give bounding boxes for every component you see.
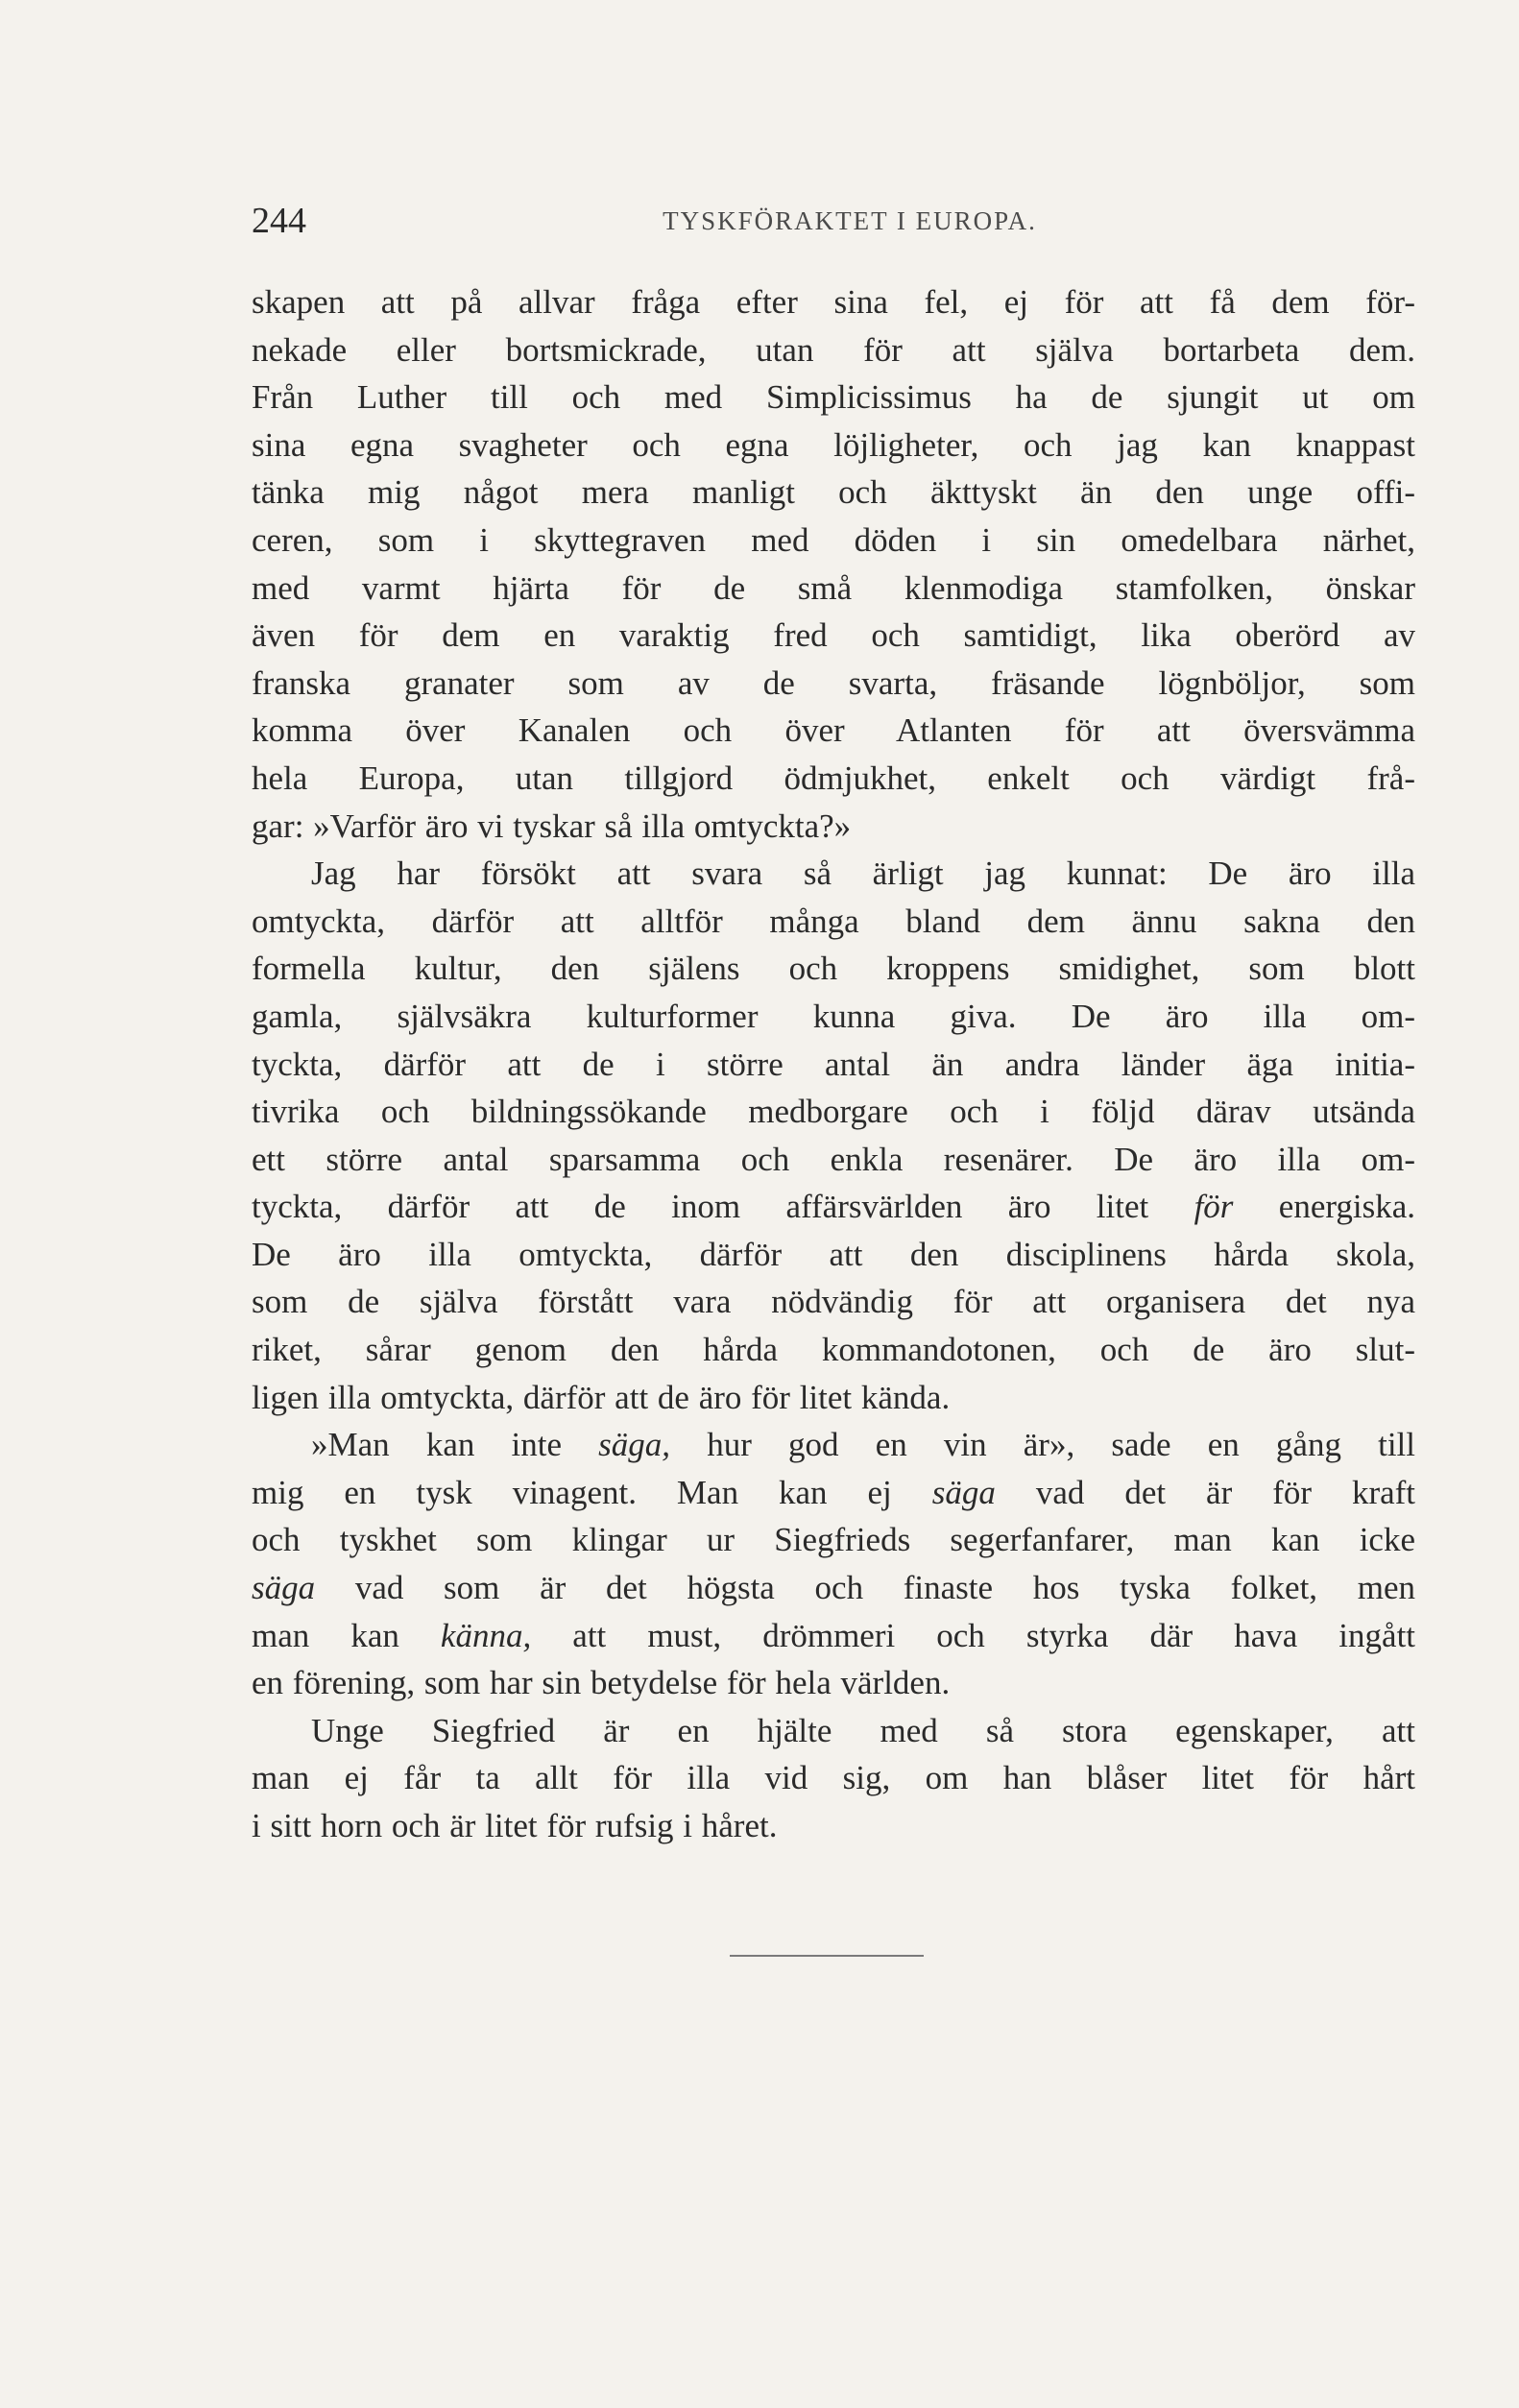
text-line: även för dem en varaktig fred och samtidigt, lika oberörd av (252, 616, 1415, 655)
italic-word: känna, (440, 1616, 532, 1654)
text-line: gar: »Varför äro vi tyskar så illa omtyckta?» (252, 807, 852, 845)
text-line: gamla, självsäkra kulturformer kunna giva. De äro illa om- (252, 997, 1415, 1035)
italic-word: säga, (598, 1426, 671, 1464)
text-line: Jag har försökt att svara så ärligt jag kunnat: De äro illa (311, 855, 1415, 893)
text-line (252, 1612, 1415, 1660)
italic-word: säga (931, 1473, 996, 1511)
paragraph-3 (252, 1421, 1415, 1707)
text-line: De äro illa omtyckta, därför att den disciplinens hårda skola, (252, 1235, 1415, 1273)
text-fragment: tyckta, därför att de inom affärsvärlden äro litet (252, 1188, 1149, 1226)
text-line: sina egna svagheter och egna löjligheter, och jag kan knappast (252, 425, 1415, 464)
text-fragment: vad det är för kraft (1035, 1473, 1416, 1511)
text-fragment: »Man kan inte (311, 1426, 562, 1464)
text-line: ett större antal sparsamma och enkla resenärer. De äro illa om- (252, 1140, 1415, 1178)
text-fragment: att must, drömmeri och styrka där hava ingått (572, 1616, 1416, 1654)
body-text (252, 278, 1415, 1850)
text-line: franska granater som av de svarta, fräsande lögnböljor, som (252, 663, 1415, 702)
text-fragment: hur god en vin är», sade en gång till (707, 1426, 1416, 1464)
text-fragment: vad som är det högsta och finaste hos tyska folket, men (354, 1569, 1415, 1607)
italic-word: säga (252, 1569, 316, 1607)
text-line: i sitt horn och är litet för rufsig i håret. (252, 1807, 778, 1844)
page-number: 244 (252, 201, 306, 241)
text-line: som de själva förstått vara nödvändig för att organisera det nya (252, 1283, 1415, 1321)
text-line: nekade eller bortsmickrade, utan för att själva bortarbeta dem. (252, 330, 1415, 369)
text-line: Från Luther till och med Simplicissimus ha de sjungit ut om (252, 378, 1415, 417)
text-fragment: energiska. (1278, 1188, 1416, 1226)
text-line: ligen illa omtyckta, därför att de äro för litet kända. (252, 1378, 951, 1416)
running-head (252, 197, 1448, 245)
text-line (252, 1564, 1415, 1612)
text-line: och tyskhet som klingar ur Siegfrieds segerfanfarer, man kan icke (252, 1521, 1415, 1559)
paragraph-1 (252, 278, 1415, 850)
text-line: skapen att på allvar fråga efter sina fel, ej för att få dem för- (252, 283, 1415, 321)
text-line: tänka mig något mera manligt och äkttyskt än den unge offi- (252, 473, 1415, 512)
text-fragment: mig en tysk vinagent. Man kan ej (252, 1473, 892, 1511)
text-line: omtyckta, därför att alltför många bland dem ännu sakna den (252, 902, 1415, 940)
paragraph-2 (252, 850, 1415, 1421)
text-line: tivrika och bildningssökande medborgare och i följd därav utsända (252, 1093, 1415, 1131)
text-fragment: man kan (252, 1616, 399, 1654)
running-title: TYSKFÖRAKTET I EUROPA. (663, 206, 1037, 235)
section-end-rule (730, 1955, 924, 1957)
text-line (252, 1183, 1415, 1231)
italic-word: för (1194, 1188, 1234, 1226)
text-line (252, 1421, 1415, 1469)
text-line: formella kultur, den själens och kroppens smidighet, som blott (252, 950, 1415, 988)
text-line: tyckta, därför att de i större antal än andra länder äga initia- (252, 1045, 1415, 1083)
text-line: Unge Siegfried är en hjälte med så stora egenskaper, att (311, 1711, 1415, 1749)
text-line (252, 1469, 1415, 1517)
text-line: med varmt hjärta för de små klenmodiga stamfolken, önskar (252, 568, 1415, 607)
text-line: en förening, som har sin betydelse för hela världen. (252, 1664, 951, 1702)
text-line: ceren, som i skyttegraven med döden i sin omedelbara närhet, (252, 520, 1415, 559)
text-line: hela Europa, utan tillgjord ödmjukhet, enkelt och värdigt frå- (252, 759, 1415, 797)
paragraph-4 (252, 1707, 1415, 1850)
text-line: man ej får ta allt för illa vid sig, om han blåser litet för hårt (252, 1759, 1415, 1797)
text-line: komma över Kanalen och över Atlanten för att översvämma (252, 711, 1415, 750)
text-line: riket, sårar genom den hårda kommandotonen, och de äro slut- (252, 1331, 1415, 1369)
